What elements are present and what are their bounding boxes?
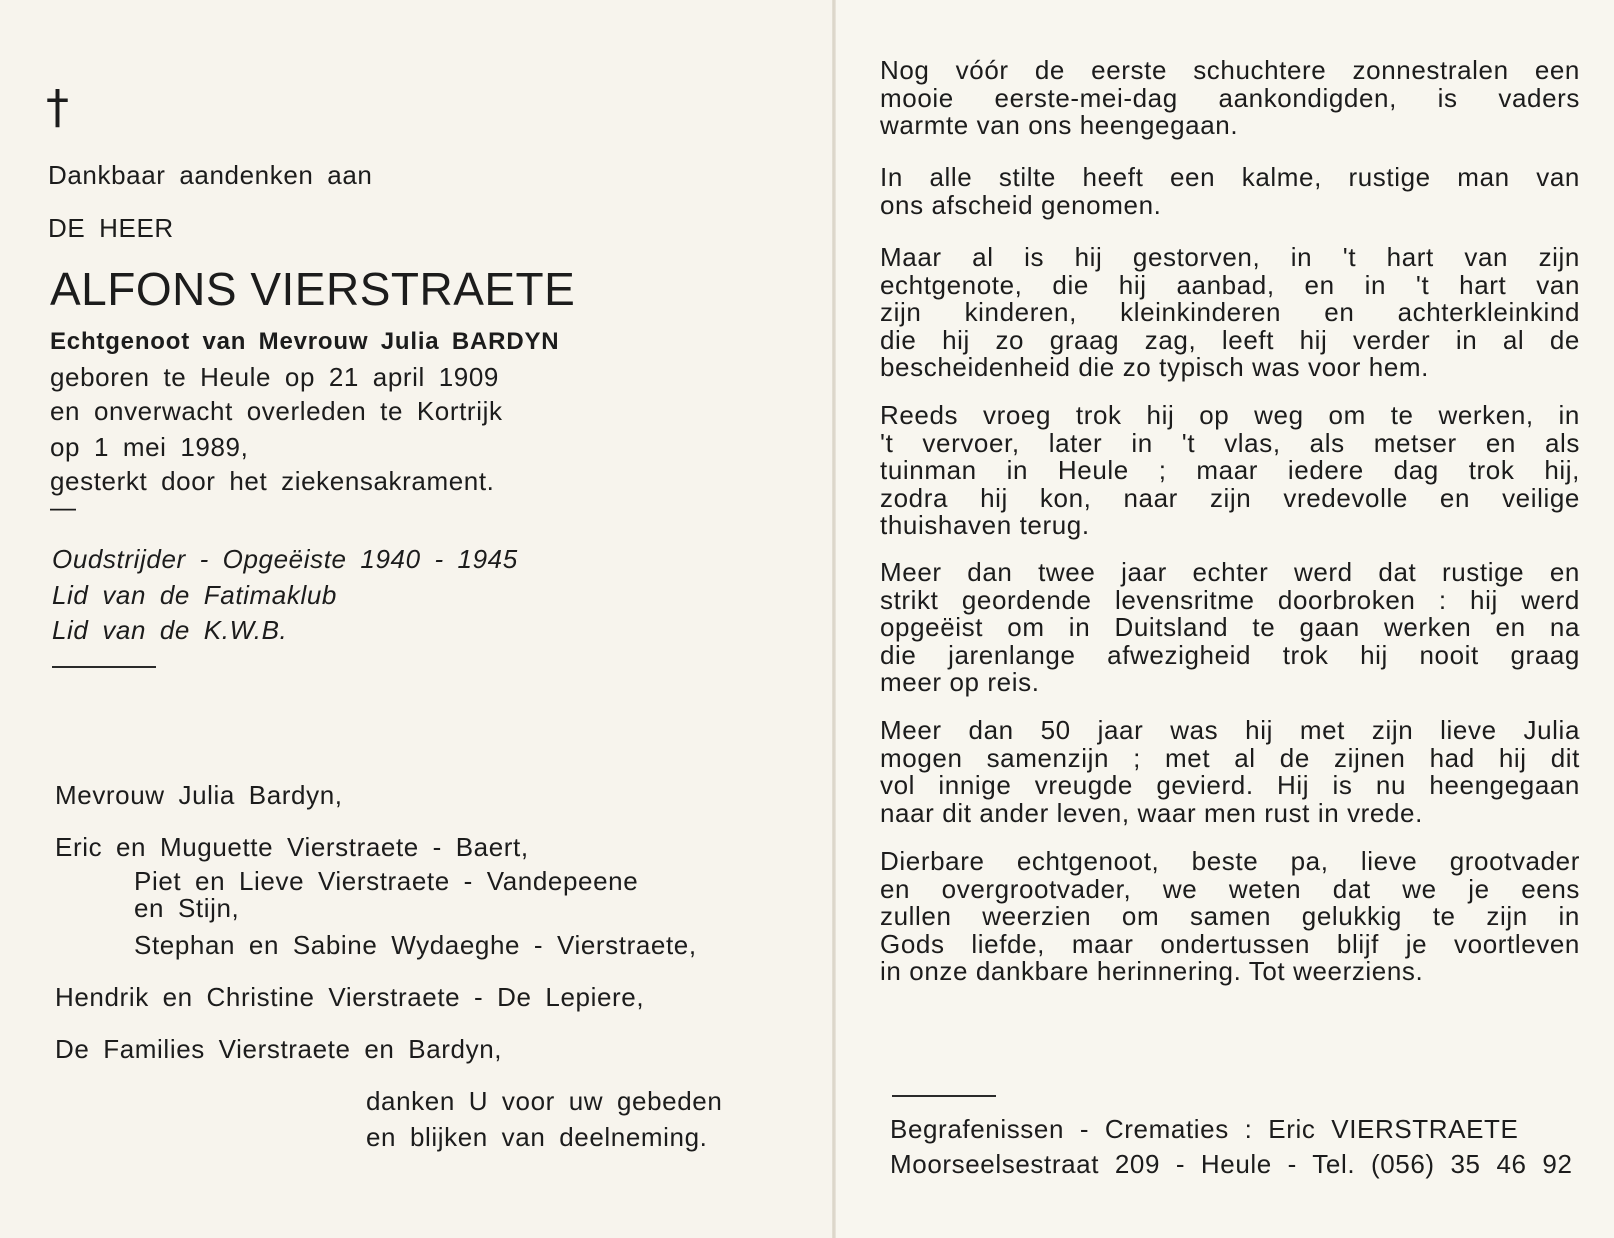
- paragraph-line: zodra hij kon, naar zijn vredevolle en veilige: [880, 482, 1580, 513]
- birth-line: geboren te Heule op 21 april 1909: [50, 362, 499, 392]
- funeral-home-address: Moorseelsestraat 209 - Heule - Tel. (056) 35 46 92: [890, 1149, 1573, 1179]
- cross-icon: †: [46, 80, 69, 134]
- paragraph-line: opgeëist om in Duitsland te gaan werken en na: [880, 612, 1580, 642]
- role-line: Oudstrijder - Opgeëiste 1940 - 1945: [52, 544, 518, 574]
- family-line: Piet en Lieve Vierstraete - Vandepeene: [134, 866, 639, 896]
- paragraph-line: mooie eerste-mei-dag aankondigden, is vaders: [880, 82, 1580, 113]
- thanks-line: en blijken van deelneming.: [366, 1122, 708, 1152]
- paragraph-line: die hij zo graag zag, leeft hij verder in al de: [880, 324, 1580, 355]
- role-line: Lid van de Fatimaklub: [52, 580, 337, 610]
- spouse-line: Echtgenoot van Mevrouw Julia BARDYN: [50, 328, 560, 355]
- card-fold: [832, 0, 836, 1238]
- paragraph-line: Reeds vroeg trok hij op weg om te werken, in: [880, 400, 1580, 430]
- funeral-home-line: Begrafenissen - Crematies : Eric VIERSTRAETE: [890, 1114, 1519, 1144]
- footer-divider: [892, 1095, 996, 1097]
- paragraph-line: 't vervoer, later in 't vlas, als metser en als: [880, 427, 1580, 458]
- paragraph-line: In alle stilte heeft een kalme, rustige man van: [880, 162, 1580, 192]
- paragraph-line: naar dit ander leven, waar men rust in vrede.: [880, 797, 1423, 828]
- paragraph-line: tuinman in Heule ; maar iedere dag trok hij,: [880, 455, 1580, 485]
- paragraph-line: zullen weerzien om samen gelukkig te zijn in: [880, 901, 1580, 931]
- paragraph-6: [880, 717, 1580, 827]
- paragraph-line: Meer dan 50 jaar was hij met zijn lieve Julia: [880, 715, 1580, 745]
- paragraph-line: ons afscheid genomen.: [880, 189, 1162, 220]
- paragraph-line: bescheidenheid die zo typisch was voor hem.: [880, 352, 1429, 382]
- role-line: Lid van de K.W.B.: [52, 615, 288, 645]
- paragraph-5: [880, 559, 1580, 697]
- divider-rule: [52, 666, 156, 668]
- paragraph-line: Dierbare echtgenoot, beste pa, lieve grootvader: [880, 846, 1580, 876]
- paragraph-line: vol innige vreugde gevierd. Hij is nu heengegaan: [880, 770, 1580, 800]
- paragraph-line: mogen samenzijn ; met al de zijnen had hij dit: [880, 742, 1580, 773]
- paragraph-line: meer op reis.: [880, 667, 1040, 697]
- family-line: en Stijn,: [134, 893, 240, 923]
- paragraph-line: en overgrootvader, we weten dat we je eens: [880, 873, 1580, 904]
- paragraph-line: echtgenote, die hij aanbad, en in 't hart van: [880, 269, 1580, 300]
- paragraph-7: [880, 848, 1580, 986]
- paragraph-line: warmte van ons heengegaan.: [880, 110, 1239, 140]
- paragraph-1: [880, 57, 1580, 140]
- death-line-2: op 1 mei 1989,: [50, 432, 249, 462]
- paragraph-line: zijn kinderen, kleinkinderen en achterkleinkind: [880, 297, 1580, 327]
- family-line: Eric en Muguette Vierstraete - Baert,: [55, 832, 529, 862]
- paragraph-2: [880, 164, 1580, 219]
- paragraph-line: Gods liefde, maar ondertussen blijf je voortleven: [880, 928, 1580, 959]
- paragraph-line: Nog vóór de eerste schuchtere zonnestralen een: [880, 55, 1580, 85]
- death-line-1: en onverwacht overleden te Kortrijk: [50, 396, 503, 426]
- family-line: Mevrouw Julia Bardyn,: [55, 780, 343, 810]
- paragraph-line: in onze dankbare herinnering. Tot weerziens.: [880, 956, 1424, 986]
- family-line: De Families Vierstraete en Bardyn,: [55, 1034, 503, 1064]
- paragraph-line: Maar al is hij gestorven, in 't hart van zijn: [880, 242, 1580, 272]
- family-line: Hendrik en Christine Vierstraete - De Lepiere,: [55, 982, 645, 1012]
- intro-text: Dankbaar aandenken aan: [48, 160, 373, 190]
- paragraph-3: [880, 244, 1580, 382]
- dash-separator: —: [50, 492, 77, 522]
- title-text: DE HEER: [48, 213, 174, 243]
- thanks-line: danken U voor uw gebeden: [366, 1086, 723, 1116]
- family-line: Stephan en Sabine Wydaeghe - Vierstraete,: [134, 930, 697, 960]
- paragraph-line: strikt geordende levensritme doorbroken : hij werd: [880, 584, 1580, 615]
- deceased-name: ALFONS VIERSTRAETE: [50, 263, 576, 315]
- sacrament-line: gesterkt door het ziekensakrament.: [50, 466, 495, 496]
- paragraph-line: die jarenlange afwezigheid trok hij nooit graag: [880, 639, 1580, 670]
- paragraph-line: thuishaven terug.: [880, 510, 1090, 540]
- paragraph-4: [880, 402, 1580, 540]
- paragraph-line: Meer dan twee jaar echter werd dat rustige en: [880, 557, 1580, 587]
